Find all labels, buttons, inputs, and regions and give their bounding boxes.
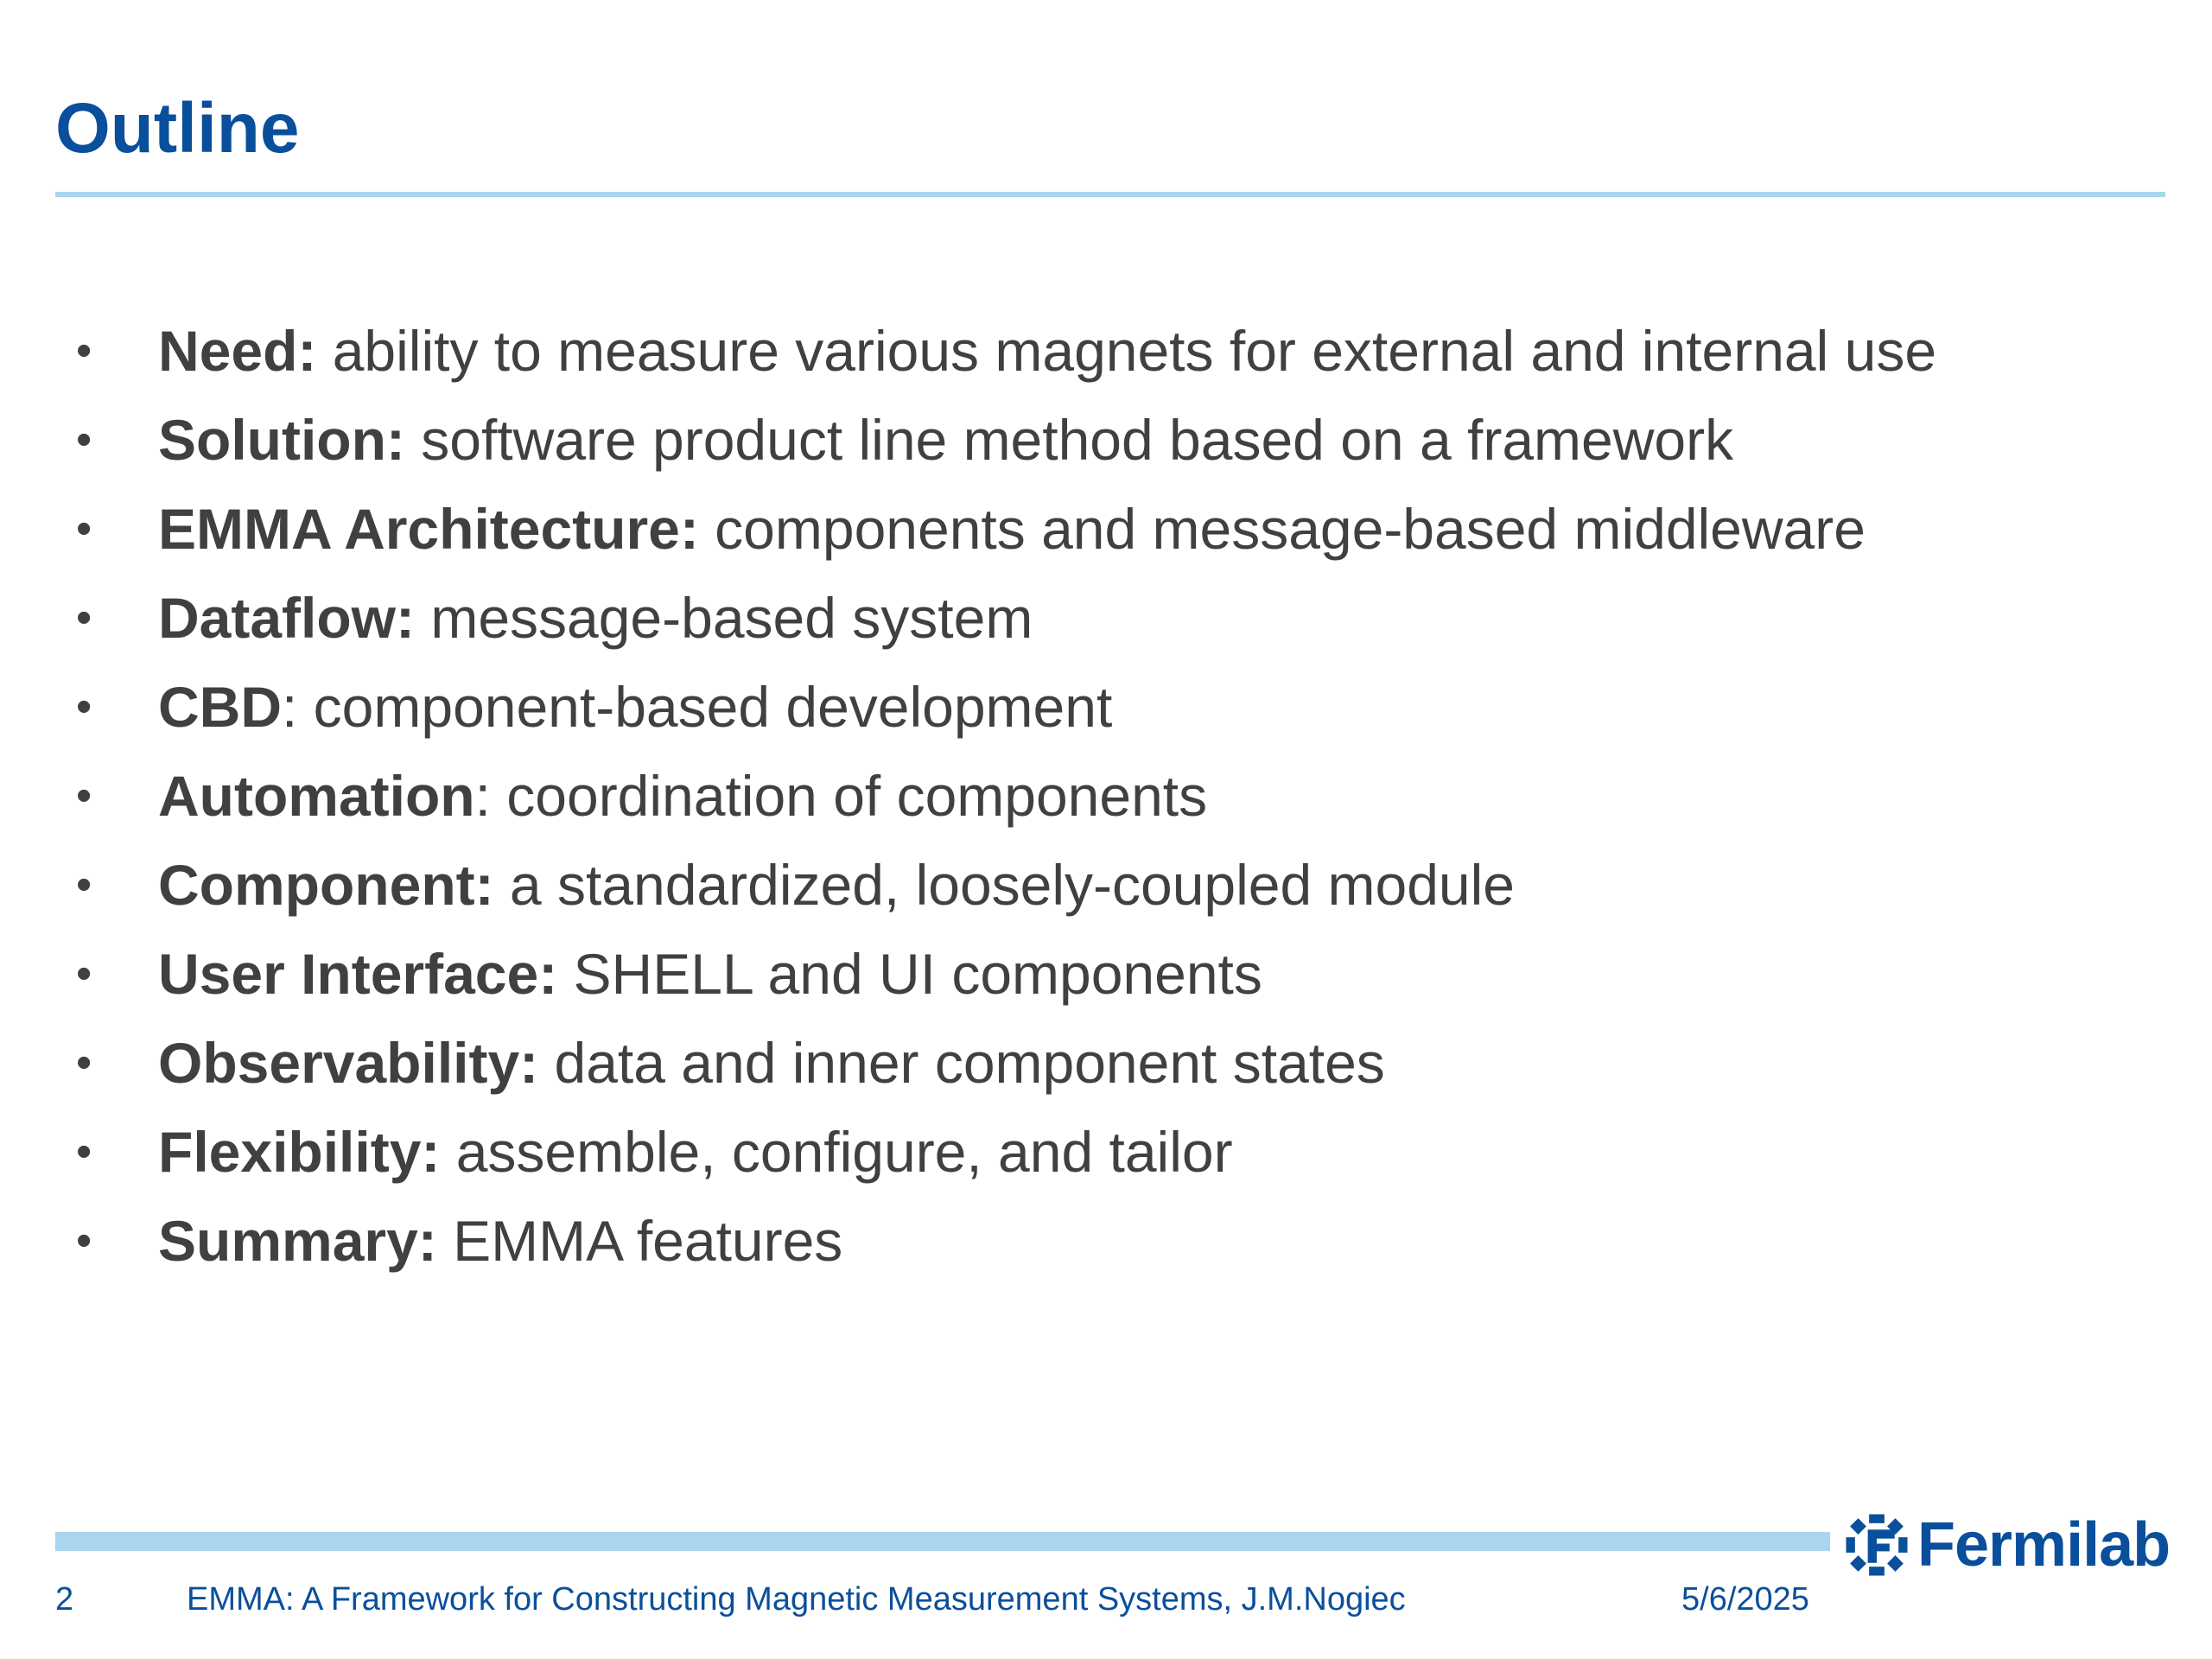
- bullet-term: CBD: [158, 675, 282, 739]
- bullet-description: : coordination of components: [474, 764, 1208, 828]
- bullet-icon: •: [76, 415, 92, 465]
- page-number: 2: [55, 1581, 74, 1618]
- bullet-description: message-based system: [415, 586, 1033, 650]
- bullet-icon: •: [76, 326, 92, 376]
- bullet-term: Summary:: [158, 1209, 437, 1273]
- bullet-icon: •: [76, 1038, 92, 1088]
- bullet-description: : component-based development: [282, 675, 1113, 739]
- bullet-list: [0, 307, 2212, 1286]
- bullet-text: [158, 1197, 842, 1286]
- bullet-text: [158, 1019, 1385, 1108]
- list-item: [0, 1108, 2212, 1197]
- bullet-description: a standardized, loosely-coupled module: [493, 853, 1515, 917]
- bullet-icon: •: [76, 504, 92, 554]
- footer-date: 5/6/2025: [1681, 1581, 1809, 1618]
- bullet-description: ability to measure various magnets for external and internal use: [316, 319, 1937, 383]
- bullet-term: EMMA Architecture:: [158, 497, 699, 561]
- bullet-description: assemble, configure, and tailor: [440, 1120, 1233, 1184]
- bullet-text: [158, 663, 1112, 752]
- list-item: [0, 930, 2212, 1019]
- bullet-description: SHELL and UI components: [557, 942, 1262, 1006]
- bullet-text: [158, 485, 1866, 574]
- bullet-description: components and message-based middleware: [698, 497, 1866, 561]
- list-item: [0, 307, 2212, 396]
- bullet-text: [158, 841, 1515, 930]
- bullet-term: Dataflow:: [158, 586, 415, 650]
- bullet-term: Automation: [158, 764, 475, 828]
- slide-title: Outline: [55, 89, 300, 168]
- bullet-term: Observability:: [158, 1031, 539, 1095]
- bullet-icon: •: [76, 949, 92, 999]
- list-item: [0, 752, 2212, 841]
- list-item: [0, 1197, 2212, 1286]
- bullet-text: [158, 752, 1207, 841]
- fermilab-logo: [1845, 1510, 2170, 1580]
- bullet-term: Need:: [158, 319, 317, 383]
- list-item: [0, 396, 2212, 485]
- bullet-icon: •: [76, 593, 92, 643]
- footer-caption: EMMA: A Framework for Constructing Magnetic Measurement Systems, J.M.Nogiec: [187, 1581, 1406, 1618]
- bullet-description: EMMA features: [436, 1209, 843, 1273]
- bullet-term: Component:: [158, 853, 494, 917]
- footer-bar: [55, 1532, 1830, 1551]
- bullet-term: Flexibility:: [158, 1120, 441, 1184]
- title-divider: [55, 192, 2165, 197]
- bullet-text: [158, 1108, 1233, 1197]
- bullet-term: User Interface:: [158, 942, 558, 1006]
- bullet-text: [158, 930, 1262, 1019]
- bullet-text: [158, 396, 1733, 485]
- fermilab-logo-icon: [1845, 1513, 1909, 1577]
- bullet-description: data and inner component states: [538, 1031, 1385, 1095]
- bullet-text: [158, 307, 1936, 396]
- list-item: [0, 485, 2212, 574]
- fermilab-wordmark: Fermilab: [1917, 1510, 2171, 1580]
- bullet-icon: •: [76, 682, 92, 732]
- bullet-icon: •: [76, 1127, 92, 1177]
- list-item: [0, 841, 2212, 930]
- list-item: [0, 1019, 2212, 1108]
- bullet-icon: •: [76, 1216, 92, 1266]
- list-item: [0, 574, 2212, 663]
- bullet-term: Solution:: [158, 408, 405, 472]
- bullet-text: [158, 574, 1033, 663]
- list-item: [0, 663, 2212, 752]
- bullet-description: software product line method based on a framework: [404, 408, 1734, 472]
- bullet-icon: •: [76, 860, 92, 910]
- bullet-icon: •: [76, 771, 92, 821]
